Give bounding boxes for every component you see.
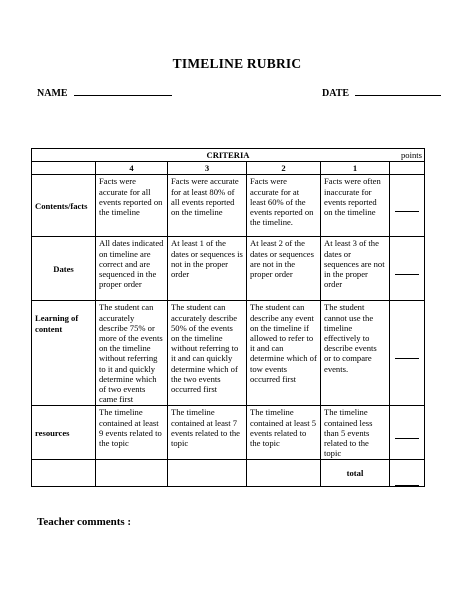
total-row bbox=[32, 460, 425, 487]
name-label: NAME bbox=[37, 88, 68, 99]
rubric-cell: The student cannot use the timeline effectively to describe events or to compare events. bbox=[321, 301, 390, 406]
name-field[interactable] bbox=[37, 86, 172, 99]
total-empty bbox=[247, 460, 321, 487]
name-line bbox=[74, 86, 172, 96]
row-label: resources bbox=[32, 406, 96, 460]
points-label: points bbox=[401, 150, 423, 160]
points-line bbox=[395, 263, 419, 274]
points-blank[interactable] bbox=[390, 237, 425, 301]
total-empty bbox=[168, 460, 247, 487]
row-label: Dates bbox=[32, 237, 96, 301]
rubric-cell: Facts were accurate for at least 80% of all events reported on the timeline bbox=[168, 175, 247, 237]
criteria-label: CRITERIA bbox=[206, 150, 250, 160]
date-line bbox=[355, 86, 441, 96]
score-header-1: 1 bbox=[321, 162, 390, 175]
rubric-cell: At least 2 of the dates or sequences are not in the proper order bbox=[247, 237, 321, 301]
rubric-cell: The timeline contained less than 5 events related to the topic bbox=[321, 406, 390, 460]
score-header-4: 4 bbox=[96, 162, 168, 175]
rubric-cell: Facts were accurate for at least 60% of the events reported on the timeline. bbox=[247, 175, 321, 237]
rubric-row-dates bbox=[32, 237, 425, 301]
total-label: total bbox=[321, 460, 390, 487]
rubric-cell: At least 3 of the dates or sequences are not in the proper order bbox=[321, 237, 390, 301]
total-empty bbox=[96, 460, 168, 487]
date-label: DATE bbox=[322, 88, 350, 99]
score-header-points bbox=[390, 162, 425, 175]
score-header-row bbox=[32, 162, 425, 175]
rubric-cell: At least 1 of the dates or sequences is not in the proper order bbox=[168, 237, 247, 301]
rubric-row-contents bbox=[32, 175, 425, 237]
row-label: Contents/facts bbox=[32, 175, 96, 237]
criteria-header bbox=[32, 149, 425, 162]
total-line bbox=[395, 475, 419, 486]
score-header-2: 2 bbox=[247, 162, 321, 175]
rubric-row-learning bbox=[32, 301, 425, 406]
rubric-cell: The student can describe any event on the timeline if allowed to refer to it and can determine which of tow events occurred first bbox=[247, 301, 321, 406]
points-line bbox=[395, 427, 419, 438]
teacher-comments-label: Teacher comments : bbox=[37, 516, 132, 528]
page-title: TIMELINE RUBRIC bbox=[172, 56, 302, 71]
rubric-cell: Facts were accurate for all events reported on the timeline bbox=[96, 175, 168, 237]
rubric-cell: The student can accurately describe 75% or more of the events on the timeline without referring to it and quickly determine which of two events came first bbox=[96, 301, 168, 406]
rubric-row-resources bbox=[32, 406, 425, 460]
rubric-cell: All dates indicated on timeline are correct and are sequenced in the proper order bbox=[96, 237, 168, 301]
rubric-cell: The timeline contained at least 9 events related to the topic bbox=[96, 406, 168, 460]
total-empty bbox=[32, 460, 96, 487]
total-blank[interactable] bbox=[390, 460, 425, 487]
row-label: Learning of content bbox=[32, 301, 96, 406]
rubric-table bbox=[31, 148, 425, 487]
points-blank[interactable] bbox=[390, 175, 425, 237]
score-header-empty bbox=[32, 162, 96, 175]
criteria-header-row bbox=[32, 149, 425, 162]
points-blank[interactable] bbox=[390, 406, 425, 460]
score-header-3: 3 bbox=[168, 162, 247, 175]
points-blank[interactable] bbox=[390, 301, 425, 406]
rubric-cell: The timeline contained at least 5 events related to the topic bbox=[247, 406, 321, 460]
points-line bbox=[395, 200, 419, 211]
date-field[interactable] bbox=[322, 86, 441, 99]
rubric-cell: The timeline contained at least 7 events related to the topic bbox=[168, 406, 247, 460]
points-line bbox=[395, 348, 419, 359]
rubric-cell: The student can accurately describe 50% of the events on the timeline without referring to it and can quickly determine which of the two events occurred first bbox=[168, 301, 247, 406]
rubric-cell: Facts were often inaccurate for events reported on the timeline bbox=[321, 175, 390, 237]
